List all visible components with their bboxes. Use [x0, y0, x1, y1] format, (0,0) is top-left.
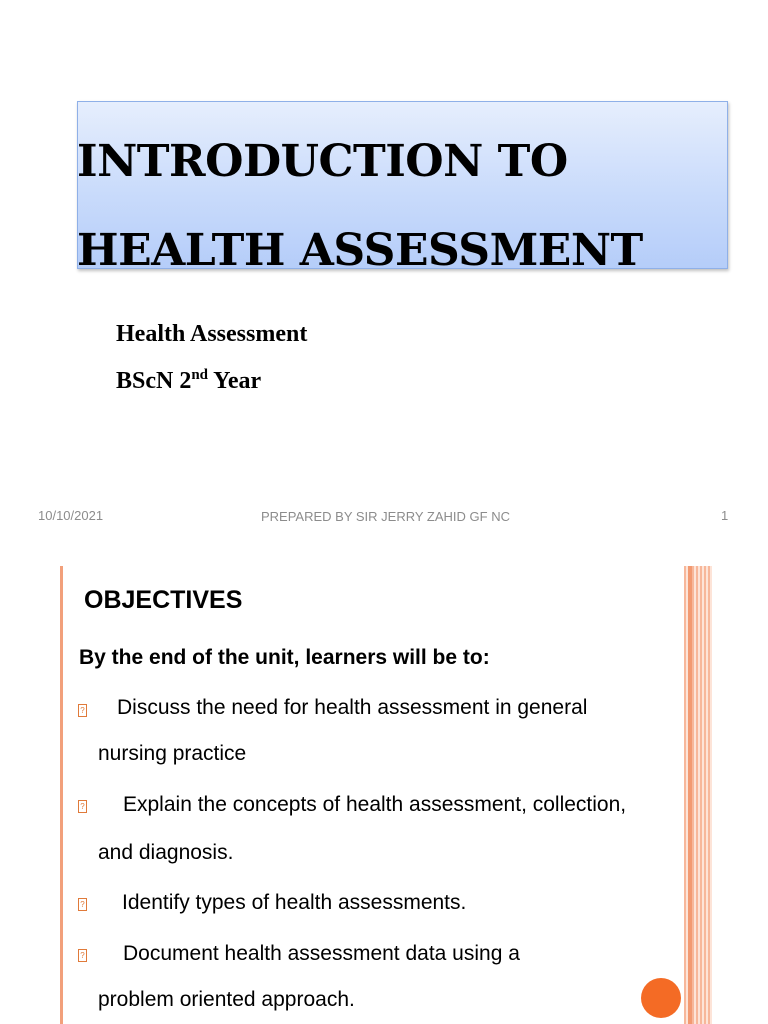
slide-title-line-1: INTRODUCTION TO	[77, 136, 568, 187]
course-year-suffix: Year	[208, 368, 262, 394]
footer-prepared-by: PREPARED BY SIR JERRY ZAHID GF NC	[261, 509, 510, 524]
objectives-intro: By the end of the unit, learners will be to:	[79, 646, 490, 669]
objective-4-line-2: problem oriented approach.	[98, 988, 355, 1011]
course-year-ordinal: nd	[191, 367, 209, 383]
orange-circle-decoration	[641, 978, 681, 1018]
objective-2-line-1: Explain the concepts of health assessment, collection,	[123, 793, 627, 816]
course-name: Health Assessment	[116, 321, 308, 347]
footer-page-number: 1	[721, 508, 729, 523]
objective-3-line-1: Identify types of health assessments.	[122, 891, 467, 914]
objectives-slide	[0, 566, 768, 1024]
footer-date: 10/10/2021	[38, 508, 104, 523]
objective-4-line-1: Document health assessment data using a	[123, 942, 520, 965]
bullet-icon: ?	[78, 704, 87, 717]
right-accent-strip	[688, 566, 692, 1024]
bullet-icon: ?	[78, 949, 87, 962]
course-year-prefix: BScN 2	[116, 368, 192, 394]
bullet-icon: ?	[78, 800, 87, 813]
left-accent-rule	[60, 566, 63, 1024]
slide-title-line-2: HEALTH ASSESSMENT	[77, 225, 643, 276]
objective-2-line-2: and diagnosis.	[98, 841, 234, 864]
objective-1-line-1: Discuss the need for health assessment in general	[117, 696, 588, 719]
objective-1-line-2: nursing practice	[98, 742, 247, 765]
objectives-heading: OBJECTIVES	[84, 586, 243, 614]
bullet-icon: ?	[78, 898, 87, 911]
course-year	[116, 367, 261, 395]
